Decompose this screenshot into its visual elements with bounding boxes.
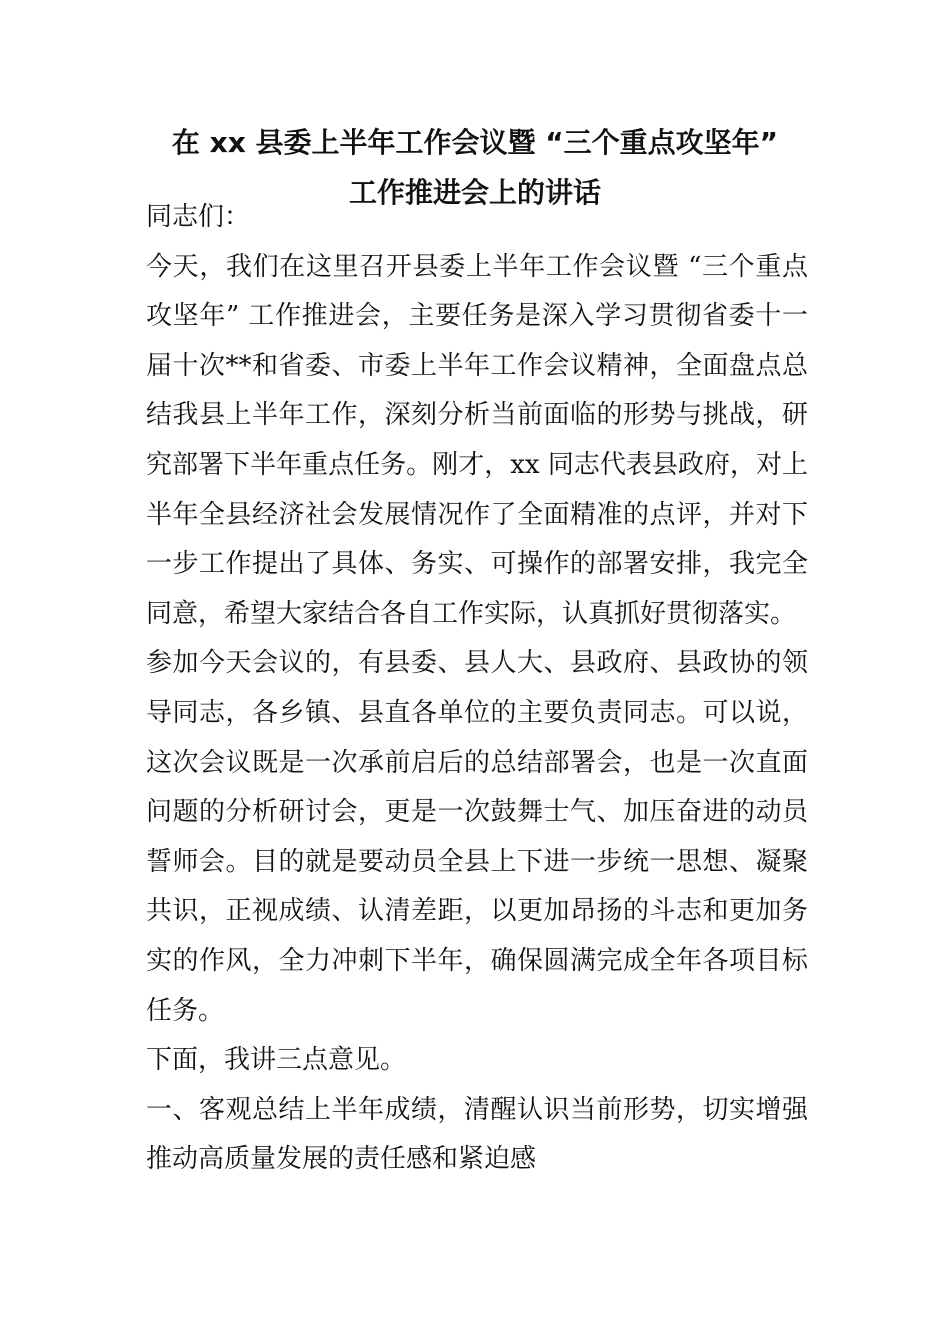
greeting: 同志们： [146, 202, 251, 232]
document-title-line-2: 工作推进会上的讲话 [348, 176, 601, 209]
document-title-line-1: 在 xx 县委上半年工作会议暨 “三个重点攻坚年” [171, 126, 779, 159]
section-heading-1: 一、客观总结上半年成绩，清醒认识当前形势，切实增强推动高质量发展的责任感和紧迫感 [146, 1094, 808, 1175]
paragraph-attendees: 参加今天会议的，有县委、县人大、县政府、县政协的领导同志，各乡镇、县直各单位的主要负责同志。可以说，这次会议既是一次承前启后的总结部署会，也是一次直面问题的分析研讨会，更是一次鼓舞士气、加压奋进的动员誓师会。目的就是要动员全县上下进一步统一思想、凝聚共识，正视成绩、认清差距，以更加昂扬的斗志和更加务实的作风，全力冲刺下半年，确保圆满完成全年各项目标任务。 [146, 648, 808, 1026]
paragraph-opening: 今天，我们在这里召开县委上半年工作会议暨 “三个重点攻坚年” 工作推进会，主要任务是深入学习贯彻省委十一届十次**和省委、市委上半年工作会议精神，全面盘点总结我县上半年工作，深刻分析当前面临的形势与挑战，研究部署下半年重点任务。刚才，xx 同志代表县政府，对上半年全县经济社会发展情况作了全面精准的点评，并对下一步工作提出了具体、务实、可操作的部署安排，我完全同意，希望大家结合各自工作实际，认真抓好贯彻落实。 [146, 251, 808, 629]
document-body [146, 193, 808, 1185]
paragraph-transition: 下面，我讲三点意见。 [146, 1045, 407, 1076]
